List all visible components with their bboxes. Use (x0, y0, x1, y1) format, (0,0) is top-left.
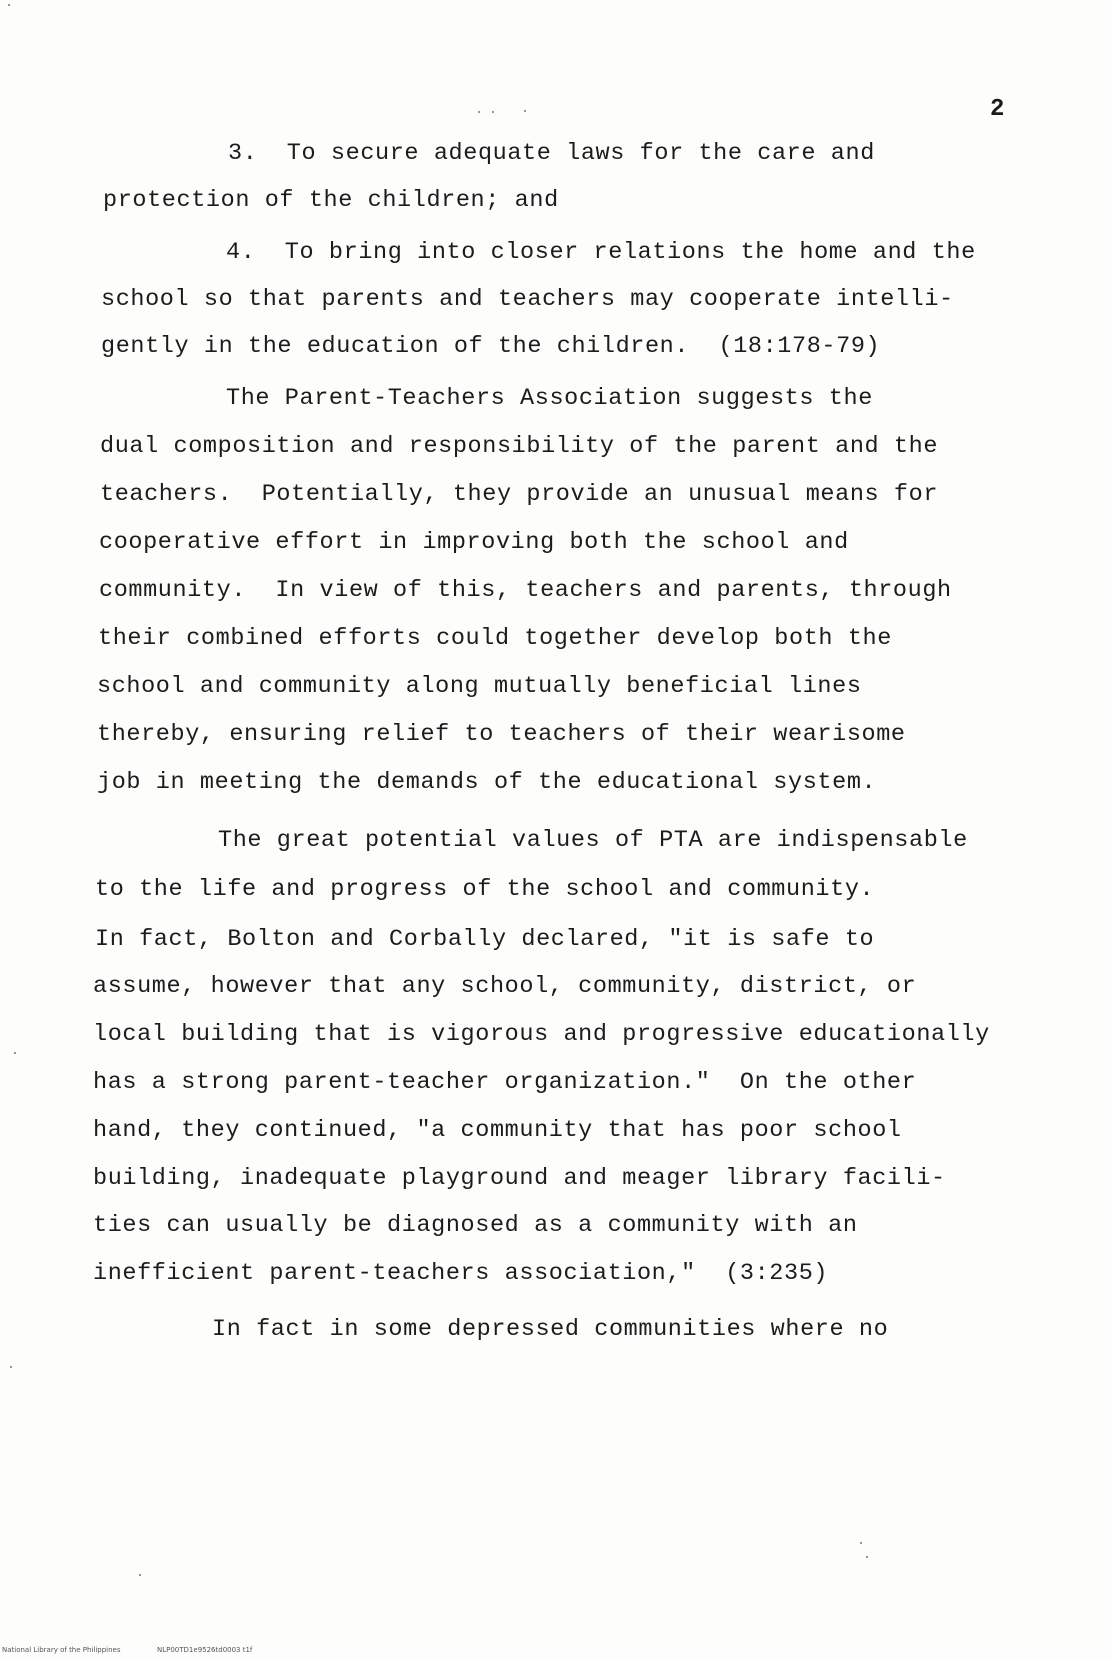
text-line: hand, they continued, "a community that has poor school (93, 1117, 902, 1144)
text-line: school and community along mutually beneficial lines (97, 673, 862, 700)
text-line: assume, however that any school, community, district, or (93, 973, 917, 1000)
footer-file-id: NLP00TD1e9526td0003 t1f (157, 1646, 253, 1654)
scan-speck (866, 1556, 868, 1558)
scan-speck (139, 1574, 141, 1576)
scan-speck (10, 1366, 12, 1368)
scan-speck (524, 110, 526, 112)
page-number: 2 (990, 96, 1005, 123)
text-line: 3. To secure adequate laws for the care and (228, 140, 875, 167)
text-line: thereby, ensuring relief to teachers of their wearisome (97, 721, 906, 748)
text-line: In fact, Bolton and Corbally declared, "it is safe to (95, 926, 875, 953)
text-line: community. In view of this, teachers and parents, through (99, 577, 952, 604)
footer-library: National Library of the Philippines (2, 1646, 121, 1654)
text-line: 4. To bring into closer relations the home and the (226, 239, 976, 266)
text-line: teachers. Potentially, they provide an unusual means for (100, 481, 939, 508)
text-line: local building that is vigorous and progressive educationally (93, 1021, 990, 1048)
text-line: In fact in some depressed communities where no (212, 1316, 889, 1343)
text-line: The Parent-Teachers Association suggests the (226, 385, 873, 412)
text-line: cooperative effort in improving both the school and (99, 529, 849, 556)
text-line: building, inadequate playground and meager library facili- (93, 1165, 946, 1192)
text-line: has a strong parent-teacher organization." On the other (93, 1069, 917, 1096)
scan-speck (478, 111, 480, 113)
text-line: inefficient parent-teachers association," (3:235) (93, 1260, 829, 1287)
text-line: school so that parents and teachers may cooperate intelli- (101, 286, 954, 313)
text-line: gently in the education of the children. (18:178-79) (101, 333, 881, 360)
text-line: job in meeting the demands of the educational system. (97, 769, 877, 796)
text-line: their combined efforts could together develop both the (98, 625, 892, 652)
text-line: dual composition and responsibility of the parent and the (100, 433, 939, 460)
text-line: ties can usually be diagnosed as a community with an (93, 1212, 858, 1239)
text-line: The great potential values of PTA are indispensable (218, 827, 968, 854)
scan-speck (860, 1542, 862, 1544)
text-line: protection of the children; and (103, 187, 559, 214)
scan-speck (8, 4, 10, 6)
scan-speck (492, 111, 494, 113)
text-line: to the life and progress of the school and community. (95, 876, 875, 903)
scan-speck (14, 1052, 16, 1054)
